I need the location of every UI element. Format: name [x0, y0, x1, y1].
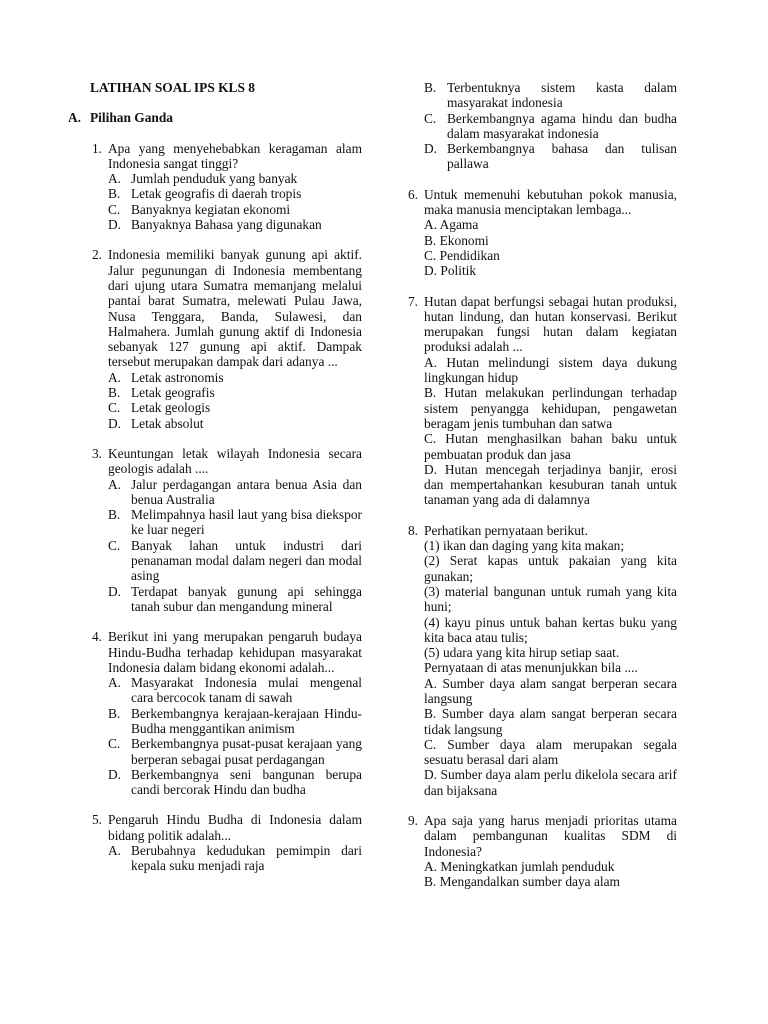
option: B. Letak geografis di daerah tropis	[108, 186, 302, 202]
option: B. Melimpahnya hasil laut yang bisa diekspor ke luar negeri	[108, 507, 362, 538]
option: A. Hutan melindungi sistem daya dukung lingkungan hidup	[424, 354, 677, 386]
option: C. Letak geologis	[108, 400, 211, 416]
option: A. Letak astronomis	[108, 369, 224, 385]
option: A. Jumlah penduduk yang banyak	[108, 171, 298, 187]
question-1	[68, 141, 362, 233]
question-text: Perhatikan pernyataan berikut.	[424, 522, 588, 538]
option: C. Sumber daya alam merupakan segala sesuatu berasal dari alam	[424, 736, 677, 768]
question-text: Apa saja yang harus menjadi prioritas utama dalam pembangunan kualitas SDM di Indonesia?	[424, 813, 677, 859]
question-number: 7.	[407, 293, 418, 309]
question-number: 1.	[91, 140, 102, 156]
question-text: Berikut ini yang merupakan pengaruh budaya Hindu-Budha terhadap kehidupan masyarakat Indonesia dalam bidang ekonomi adalah...	[108, 629, 362, 675]
section-name: Pilihan Ganda	[90, 110, 173, 126]
question-9	[404, 813, 677, 889]
question-text: Untuk memenuhi kebutuhan pokok manusia, maka manusia menciptakan lembaga...	[424, 186, 677, 218]
option: C. Berkembangnya pusat-pusat kerajaan yang berperan sebagai pusat perdagangan	[108, 736, 362, 767]
option: A. Meningkatkan jumlah penduduk	[424, 858, 615, 874]
question-text: Pengaruh Hindu Budha di Indonesia dalam bidang politik adalah...	[108, 812, 362, 843]
question-3	[68, 446, 362, 614]
option: B. Sumber daya alam sangat berperan secara tidak langsung	[424, 706, 677, 737]
option: B. Mengandalkan sumber daya alam	[424, 874, 620, 890]
option: B. Letak geografis	[108, 385, 215, 401]
option: A. Berubahnya kedudukan pemimpin dari kepala suku menjadi raja	[108, 843, 362, 874]
statement: (5) udara yang kita hirup setiap saat.	[424, 645, 620, 661]
option: C. Banyak lahan untuk industri dari penanaman modal dalam negeri dan modal asing	[108, 537, 362, 584]
option: D. Terdapat banyak gunung api sehingga tanah subur dan mengandung mineral	[108, 583, 362, 614]
question-prompt: Pernyataan di atas menunjukkan bila ....	[424, 660, 638, 676]
option: C. Berkembangnya agama hindu dan budha dalam masyarakat indonesia	[424, 110, 677, 141]
question-number: 3.	[91, 445, 102, 461]
option: D. Hutan mencegah terjadinya banjir, erosi dan mempertahankan kesuburan tanah untuk tanaman yang ada di dalamnya	[424, 461, 677, 508]
question-text: Hutan dapat berfungsi sebagai hutan produksi, hutan lindung, dan hutan konservasi. Berikut merupakan fungsi hutan dalam kegiatan produksi adalah ...	[424, 293, 677, 355]
question-8	[404, 523, 677, 798]
question-number: 5.	[91, 812, 102, 828]
option: D. Banyaknya Bahasa yang digunakan	[108, 217, 322, 233]
option: D. Politik	[424, 263, 477, 279]
option: C. Pendidikan	[424, 247, 500, 263]
left-column	[68, 80, 362, 874]
question-number: 8.	[407, 522, 418, 538]
option: C. Hutan menghasilkan bahan baku untuk pembuatan produk dan jasa	[424, 431, 677, 462]
question-number: 2.	[91, 247, 102, 263]
option: B. Hutan melakukan perlindungan terhadap sistem penyangga kehidupan, pengawetan beragam jenis tumbuhan dan satwa	[424, 385, 677, 431]
option: D. Sumber daya alam perlu dikelola secara arif dan bijaksana	[424, 767, 677, 798]
option: D. Berkembangnya seni bangunan berupa candi bercorak Hindu dan budha	[108, 766, 362, 798]
question-text: Keuntungan letak wilayah Indonesia secara geologis adalah ....	[108, 445, 362, 477]
question-number: 6.	[407, 186, 418, 202]
option: B. Berkembangnya kerajaan-kerajaan Hindu-Budha menggantikan animism	[108, 705, 362, 736]
right-column	[404, 80, 677, 890]
page-title: LATIHAN SOAL IPS KLS 8	[90, 80, 255, 95]
option: A. Jalur perdagangan antara benua Asia dan benua Australia	[108, 476, 362, 507]
option: A. Masyarakat Indonesia mulai mengenal cara bercocok tanam di sawah	[108, 675, 362, 706]
option: D. Berkembangnya bahasa dan tulisan pallawa	[424, 141, 677, 172]
question-4	[68, 629, 362, 797]
question-number: 4.	[91, 629, 102, 645]
statement: (3) material bangunan untuk rumah yang kita huni;	[424, 583, 677, 615]
statement: (4) kayu pinus untuk bahan kertas buku yang kita baca atau tulis;	[424, 614, 677, 645]
question-2	[68, 247, 362, 431]
question-text: Apa yang menyehebabkan keragaman alam Indonesia sangat tinggi?	[108, 140, 362, 171]
option: D. Letak absolut	[108, 415, 204, 431]
question-5	[68, 812, 362, 873]
question-5-continued	[404, 80, 677, 172]
statement: (2) Serat kapas untuk pakaian yang kita gunakan;	[424, 553, 677, 584]
section-label: A.	[68, 110, 82, 126]
option: B. Ekonomi	[424, 232, 489, 248]
option: B. Terbentuknya sistem kasta dalam masyarakat indonesia	[424, 80, 677, 111]
question-6	[404, 187, 677, 279]
question-number: 9.	[407, 813, 418, 829]
question-text: Indonesia memiliki banyak gunung api aktif. Jalur pegunungan di Indonesia membentang dari ujung utara Sumatra memanjang melalui pantai barat Sumatra, melewati Pulau Jawa, Nusa Tenggara, Banda, Sulawesi, dan Halmahera. Jumlah gunung aktif di Indonesia sebanyak 127 gunung api aktif. Dampak tersebut merupakan dampak dari adanya ...	[108, 247, 362, 370]
option: A. Agama	[424, 217, 479, 233]
option: C. Banyaknya kegiatan ekonomi	[108, 201, 291, 217]
section-heading	[68, 110, 362, 125]
question-7	[404, 294, 677, 508]
option: A. Sumber daya alam sangat berperan secara langsung	[424, 675, 677, 706]
statement: (1) ikan dan daging yang kita makan;	[424, 538, 625, 554]
